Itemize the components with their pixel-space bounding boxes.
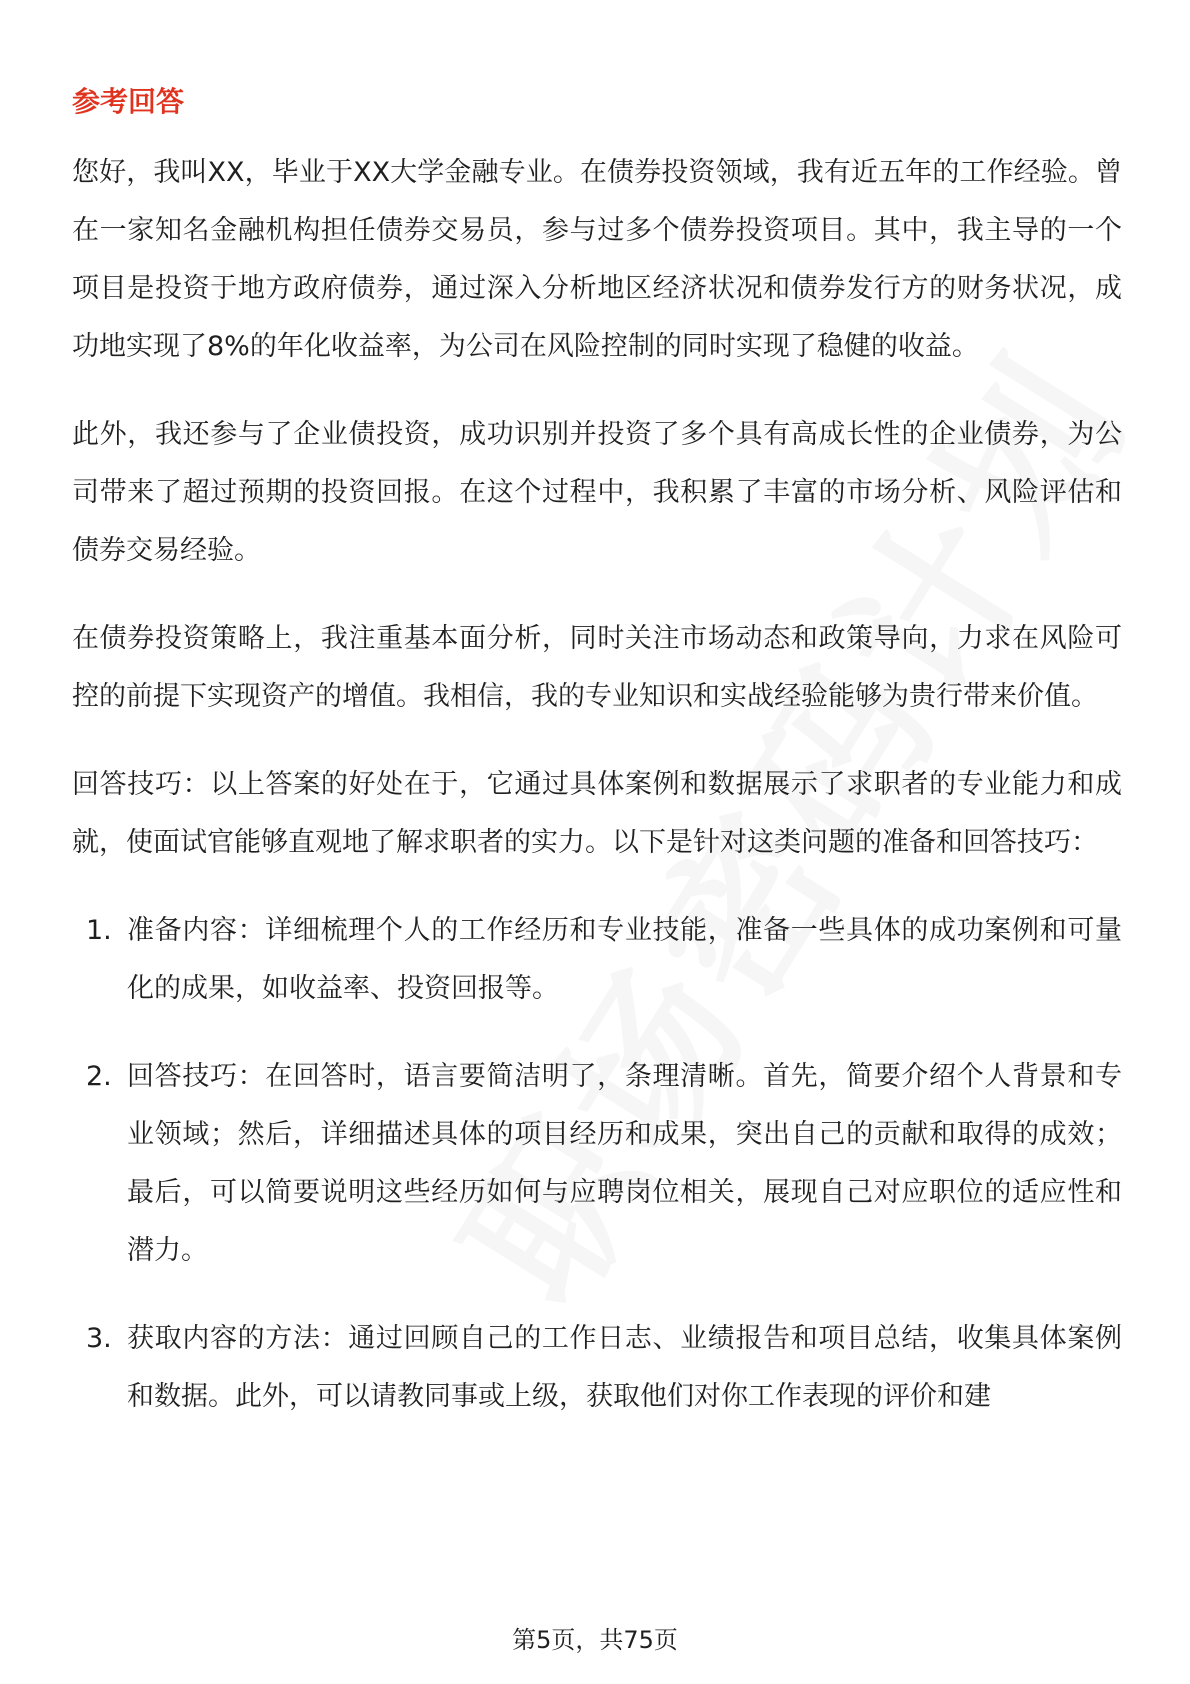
list-item-number: 2.: [86, 1061, 112, 1092]
section-title: 参考回答: [72, 85, 185, 118]
list-item-number: 1.: [86, 915, 112, 946]
answer-paragraph-1: 您好，我叫XX，毕业于XX大学金融专业。在债券投资领域，我有近五年的工作经验。曾在一家知名金融机构担任债券交易员，参与过多个债券投资项目。其中，我主导的一个项目是投资于地方政府债券，通过深入分析地区经济状况和债券发行方的财务状况，成功地实现了8%的年化收益率，为公司在风险控制的同时实现了稳健的收益。: [72, 157, 1122, 362]
list-item-text: 获取内容的方法：通过回顾自己的工作日志、业绩报告和项目总结，收集具体案例和数据。此外，可以请教同事或上级，获取他们对你工作表现的评价和建: [127, 1323, 1122, 1412]
tips-intro-paragraph: 回答技巧：以上答案的好处在于，它通过具体案例和数据展示了求职者的专业能力和成就，使面试官能够直观地了解求职者的实力。以下是针对这类问题的准备和回答技巧：: [72, 769, 1122, 858]
list-item: [72, 1048, 1122, 1280]
list-item-number: 3.: [86, 1323, 112, 1354]
list-item-text: 回答技巧：在回答时，语言要简洁明了，条理清晰。首先，简要介绍个人背景和专业领域；然后，详细描述具体的项目经历和成果，突出自己的贡献和取得的成效；最后，可以简要说明这些经历如何与应聘岗位相关，展现自己对应职位的适应性和潜力。: [127, 1061, 1122, 1266]
answer-paragraph-2: 此外，我还参与了企业债投资，成功识别并投资了多个具有高成长性的企业债券，为公司带来了超过预期的投资回报。在这个过程中，我积累了丰富的市场分析、风险评估和债券交易经验。: [72, 419, 1122, 566]
tips-list: [72, 902, 1122, 1426]
page-number-footer: 第5页，共75页: [512, 1626, 678, 1654]
answer-paragraph-3: 在债券投资策略上，我注重基本面分析，同时关注市场动态和政策导向，力求在风险可控的前提下实现资产的增值。我相信，我的专业知识和实战经验能够为贵行带来价值。: [72, 623, 1122, 712]
main-content: [72, 82, 1122, 1456]
list-item: [72, 1310, 1122, 1426]
list-item-text: 准备内容：详细梳理个人的工作经历和专业技能，准备一些具体的成功案例和可量化的成果，如收益率、投资回报等。: [127, 915, 1122, 1004]
list-item: [72, 902, 1122, 1018]
